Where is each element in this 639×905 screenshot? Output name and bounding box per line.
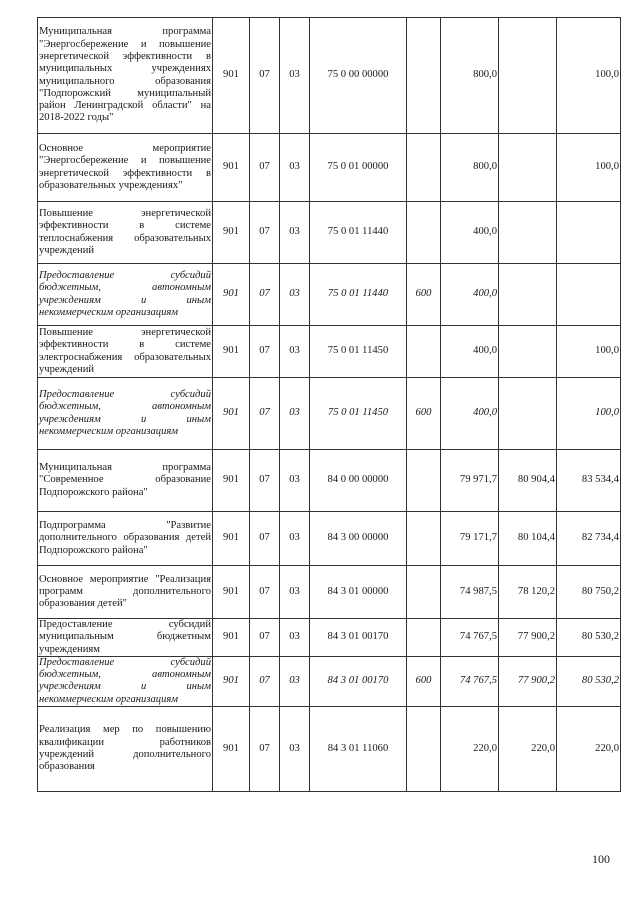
page-number: 100 xyxy=(592,852,610,866)
cell-amount-year3: 100,0 xyxy=(557,378,621,450)
cell-amount-year1: 220,0 xyxy=(441,707,499,792)
cell-name: Основное мероприятие "Энергосбережение и повышение энергетической эффективности в образовательных учреждениях" xyxy=(38,134,213,202)
table-row xyxy=(38,619,621,657)
cell-rz: 07 xyxy=(250,326,280,378)
cell-pr: 03 xyxy=(280,656,310,706)
cell-amount-year1: 400,0 xyxy=(441,378,499,450)
cell-amount-year2 xyxy=(499,326,557,378)
cell-rz: 07 xyxy=(250,656,280,706)
cell-amount-year3 xyxy=(557,202,621,264)
cell-vr xyxy=(407,202,441,264)
cell-pr: 03 xyxy=(280,326,310,378)
cell-csr: 84 3 01 00000 xyxy=(310,566,407,619)
cell-csr: 84 0 00 00000 xyxy=(310,450,407,512)
table-row xyxy=(38,566,621,619)
cell-gr: 901 xyxy=(213,134,250,202)
cell-pr: 03 xyxy=(280,264,310,326)
cell-name: Повышение энергетической эффективности в системе теплоснабжения образовательных учреждений xyxy=(38,202,213,264)
cell-csr: 84 3 01 00170 xyxy=(310,656,407,706)
cell-amount-year3 xyxy=(557,264,621,326)
cell-name: Предоставление субсидий бюджетным, автономным учреждениям и иным некоммерческим организациям xyxy=(38,264,213,326)
cell-amount-year1: 74 767,5 xyxy=(441,619,499,657)
cell-rz: 07 xyxy=(250,450,280,512)
cell-vr xyxy=(407,450,441,512)
table-row xyxy=(38,656,621,706)
cell-amount-year2 xyxy=(499,202,557,264)
cell-vr: 600 xyxy=(407,656,441,706)
cell-pr: 03 xyxy=(280,619,310,657)
cell-rz: 07 xyxy=(250,264,280,326)
cell-rz: 07 xyxy=(250,134,280,202)
cell-amount-year3: 100,0 xyxy=(557,326,621,378)
cell-csr: 75 0 00 00000 xyxy=(310,18,407,134)
cell-csr: 84 3 01 00170 xyxy=(310,619,407,657)
cell-gr: 901 xyxy=(213,656,250,706)
cell-amount-year1: 400,0 xyxy=(441,326,499,378)
cell-vr xyxy=(407,566,441,619)
cell-vr: 600 xyxy=(407,378,441,450)
cell-pr: 03 xyxy=(280,450,310,512)
cell-amount-year2: 77 900,2 xyxy=(499,619,557,657)
cell-gr: 901 xyxy=(213,326,250,378)
cell-gr: 901 xyxy=(213,619,250,657)
cell-amount-year1: 800,0 xyxy=(441,134,499,202)
cell-gr: 901 xyxy=(213,450,250,512)
table-row xyxy=(38,378,621,450)
table-row xyxy=(38,512,621,566)
table-row xyxy=(38,18,621,134)
cell-rz: 07 xyxy=(250,378,280,450)
cell-amount-year2 xyxy=(499,378,557,450)
cell-amount-year1: 79 171,7 xyxy=(441,512,499,566)
cell-amount-year2: 77 900,2 xyxy=(499,656,557,706)
cell-amount-year3: 80 530,2 xyxy=(557,619,621,657)
cell-pr: 03 xyxy=(280,18,310,134)
cell-rz: 07 xyxy=(250,202,280,264)
cell-csr: 75 0 01 11450 xyxy=(310,326,407,378)
cell-name: Повышение энергетической эффективности в системе электроснабжения образовательных учреждений xyxy=(38,326,213,378)
cell-amount-year3: 82 734,4 xyxy=(557,512,621,566)
cell-name: Основное мероприятие "Реализация программ дополнительного образования детей" xyxy=(38,566,213,619)
cell-amount-year1: 74 987,5 xyxy=(441,566,499,619)
cell-rz: 07 xyxy=(250,566,280,619)
cell-amount-year1: 79 971,7 xyxy=(441,450,499,512)
cell-csr: 84 3 00 00000 xyxy=(310,512,407,566)
cell-amount-year3: 100,0 xyxy=(557,18,621,134)
cell-vr xyxy=(407,18,441,134)
cell-rz: 07 xyxy=(250,619,280,657)
cell-amount-year3: 80 530,2 xyxy=(557,656,621,706)
cell-name: Подпрограмма "Развитие дополнительного образования детей Подпорожского района" xyxy=(38,512,213,566)
cell-csr: 75 0 01 11440 xyxy=(310,264,407,326)
cell-csr: 84 3 01 11060 xyxy=(310,707,407,792)
cell-amount-year1: 400,0 xyxy=(441,202,499,264)
cell-rz: 07 xyxy=(250,707,280,792)
cell-amount-year1: 74 767,5 xyxy=(441,656,499,706)
cell-name: Муниципальная программа "Современное образование Подпорожского района" xyxy=(38,450,213,512)
cell-gr: 901 xyxy=(213,264,250,326)
table-body xyxy=(38,18,621,792)
table-row xyxy=(38,202,621,264)
cell-name: Муниципальная программа "Энергосбережение и повышение энергетической эффективности в муниципальных учреждениях муниципального образования "Подпорожский муниципальный район Ленинградской области" на 2018-2022 годы" xyxy=(38,18,213,134)
cell-vr xyxy=(407,707,441,792)
cell-name: Предоставление субсидий бюджетным, автономным учреждениям и иным некоммерческим организациям xyxy=(39,656,211,705)
cell-name: Предоставление субсидий бюджетным, автономным учреждениям и иным некоммерческим организациям xyxy=(38,378,213,450)
cell-gr: 901 xyxy=(213,378,250,450)
cell-amount-year3: 83 534,4 xyxy=(557,450,621,512)
cell-gr: 901 xyxy=(213,512,250,566)
cell-gr: 901 xyxy=(213,18,250,134)
cell-amount-year3: 100,0 xyxy=(557,134,621,202)
cell-amount-year3: 220,0 xyxy=(557,707,621,792)
table-row xyxy=(38,264,621,326)
cell-vr xyxy=(407,512,441,566)
cell-vr xyxy=(407,326,441,378)
cell-pr: 03 xyxy=(280,512,310,566)
cell-pr: 03 xyxy=(280,378,310,450)
cell-pr: 03 xyxy=(280,134,310,202)
cell-amount-year1: 400,0 xyxy=(441,264,499,326)
cell-pr: 03 xyxy=(280,202,310,264)
cell-rz: 07 xyxy=(250,512,280,566)
cell-amount-year2 xyxy=(499,264,557,326)
cell-vr xyxy=(407,134,441,202)
budget-table xyxy=(37,17,621,792)
cell-name: Предоставление субсидий муниципальным бюджетным учреждениям xyxy=(39,619,211,655)
cell-amount-year2 xyxy=(499,134,557,202)
cell-amount-year1: 800,0 xyxy=(441,18,499,134)
table-row xyxy=(38,450,621,512)
cell-csr: 75 0 01 11450 xyxy=(310,378,407,450)
cell-amount-year2: 80 104,4 xyxy=(499,512,557,566)
cell-amount-year3: 80 750,2 xyxy=(557,566,621,619)
cell-vr: 600 xyxy=(407,264,441,326)
table-row xyxy=(38,326,621,378)
cell-name: Реализация мер по повышению квалификации работников учреждений дополнительного образования xyxy=(38,707,213,792)
cell-gr: 901 xyxy=(213,566,250,619)
cell-gr: 901 xyxy=(213,707,250,792)
table-row xyxy=(38,134,621,202)
table-row xyxy=(38,707,621,792)
cell-csr: 75 0 01 11440 xyxy=(310,202,407,264)
cell-gr: 901 xyxy=(213,202,250,264)
cell-vr xyxy=(407,619,441,657)
cell-amount-year2: 78 120,2 xyxy=(499,566,557,619)
cell-amount-year2: 220,0 xyxy=(499,707,557,792)
cell-pr: 03 xyxy=(280,707,310,792)
cell-rz: 07 xyxy=(250,18,280,134)
cell-amount-year2: 80 904,4 xyxy=(499,450,557,512)
cell-csr: 75 0 01 00000 xyxy=(310,134,407,202)
cell-amount-year2 xyxy=(499,18,557,134)
cell-pr: 03 xyxy=(280,566,310,619)
